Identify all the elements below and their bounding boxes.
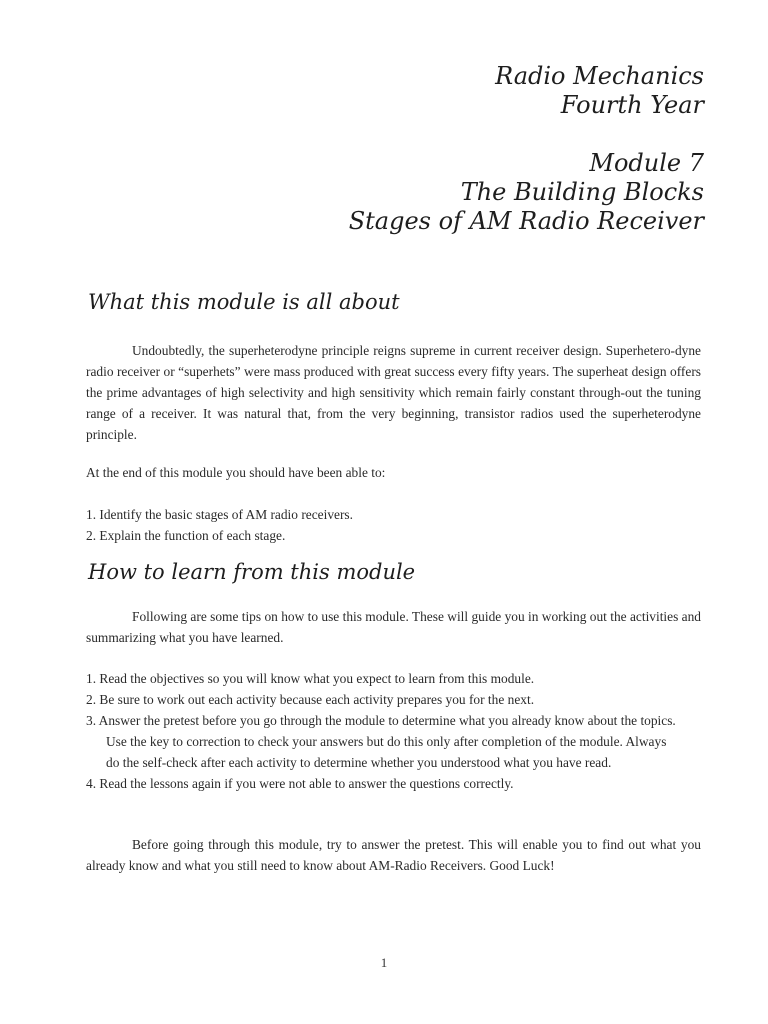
closing-paragraph: Before going through this module, try to answer the pretest. This will enable you to find out what you already know and what you still need to know about AM-Radio Receivers. Good Luck! (86, 837, 701, 873)
module-title-line1: The Building Blocks (460, 178, 704, 206)
section-heading-about: What this module is all about (88, 290, 400, 314)
title-block (349, 62, 704, 236)
year-title: Fourth Year (560, 91, 704, 119)
objectives-intro: At the end of this module you should have been able to: (86, 465, 386, 480)
tip-item: 3. Answer the pretest before you go through the module to determine what you already know about the topics. (86, 713, 676, 728)
objective-item: 2. Explain the function of each stage. (86, 528, 286, 543)
tip-item-continuation: Use the key to correction to check your answers but do this only after completion of the module. Always (106, 734, 667, 749)
tip-item-continuation: do the self-check after each activity to determine whether you understood what you have read. (106, 755, 612, 770)
module-title-line2: Stages of AM Radio Receiver (348, 207, 704, 235)
tip-item: 4. Read the lessons again if you were not able to answer the questions correctly. (86, 776, 514, 791)
intro-paragraph: Undoubtedly, the superheterodyne principle reigns supreme in current receiver design. Superhetero-dyne radio receiver or “superhets” were mass produced with great success every fifty years. The superheat design offers the prime advantages of high selectivity and high sensitivity which remain fairly constant through-out the tuning range of a receiver. It was natural that, from the very beginning, transistor radios used the superheterodyne principle. (86, 343, 701, 442)
tips-list (86, 668, 716, 794)
title-spacer (349, 120, 704, 149)
tip-item: 1. Read the objectives so you will know what you expect to learn from this module. (86, 671, 535, 686)
tip-item: 2. Be sure to work out each activity because each activity prepares you for the next. (86, 692, 535, 707)
objectives-list (86, 504, 716, 546)
subject-title: Radio Mechanics (495, 62, 704, 90)
section-heading-how-to-learn: How to learn from this module (88, 560, 416, 584)
page-number: 1 (380, 955, 388, 970)
tips-intro-paragraph: Following are some tips on how to use this module. These will guide you in working out the activities and summarizing what you have learned. (86, 609, 701, 645)
module-number: Module 7 (589, 149, 704, 177)
objective-item: 1. Identify the basic stages of AM radio receivers. (86, 507, 353, 522)
